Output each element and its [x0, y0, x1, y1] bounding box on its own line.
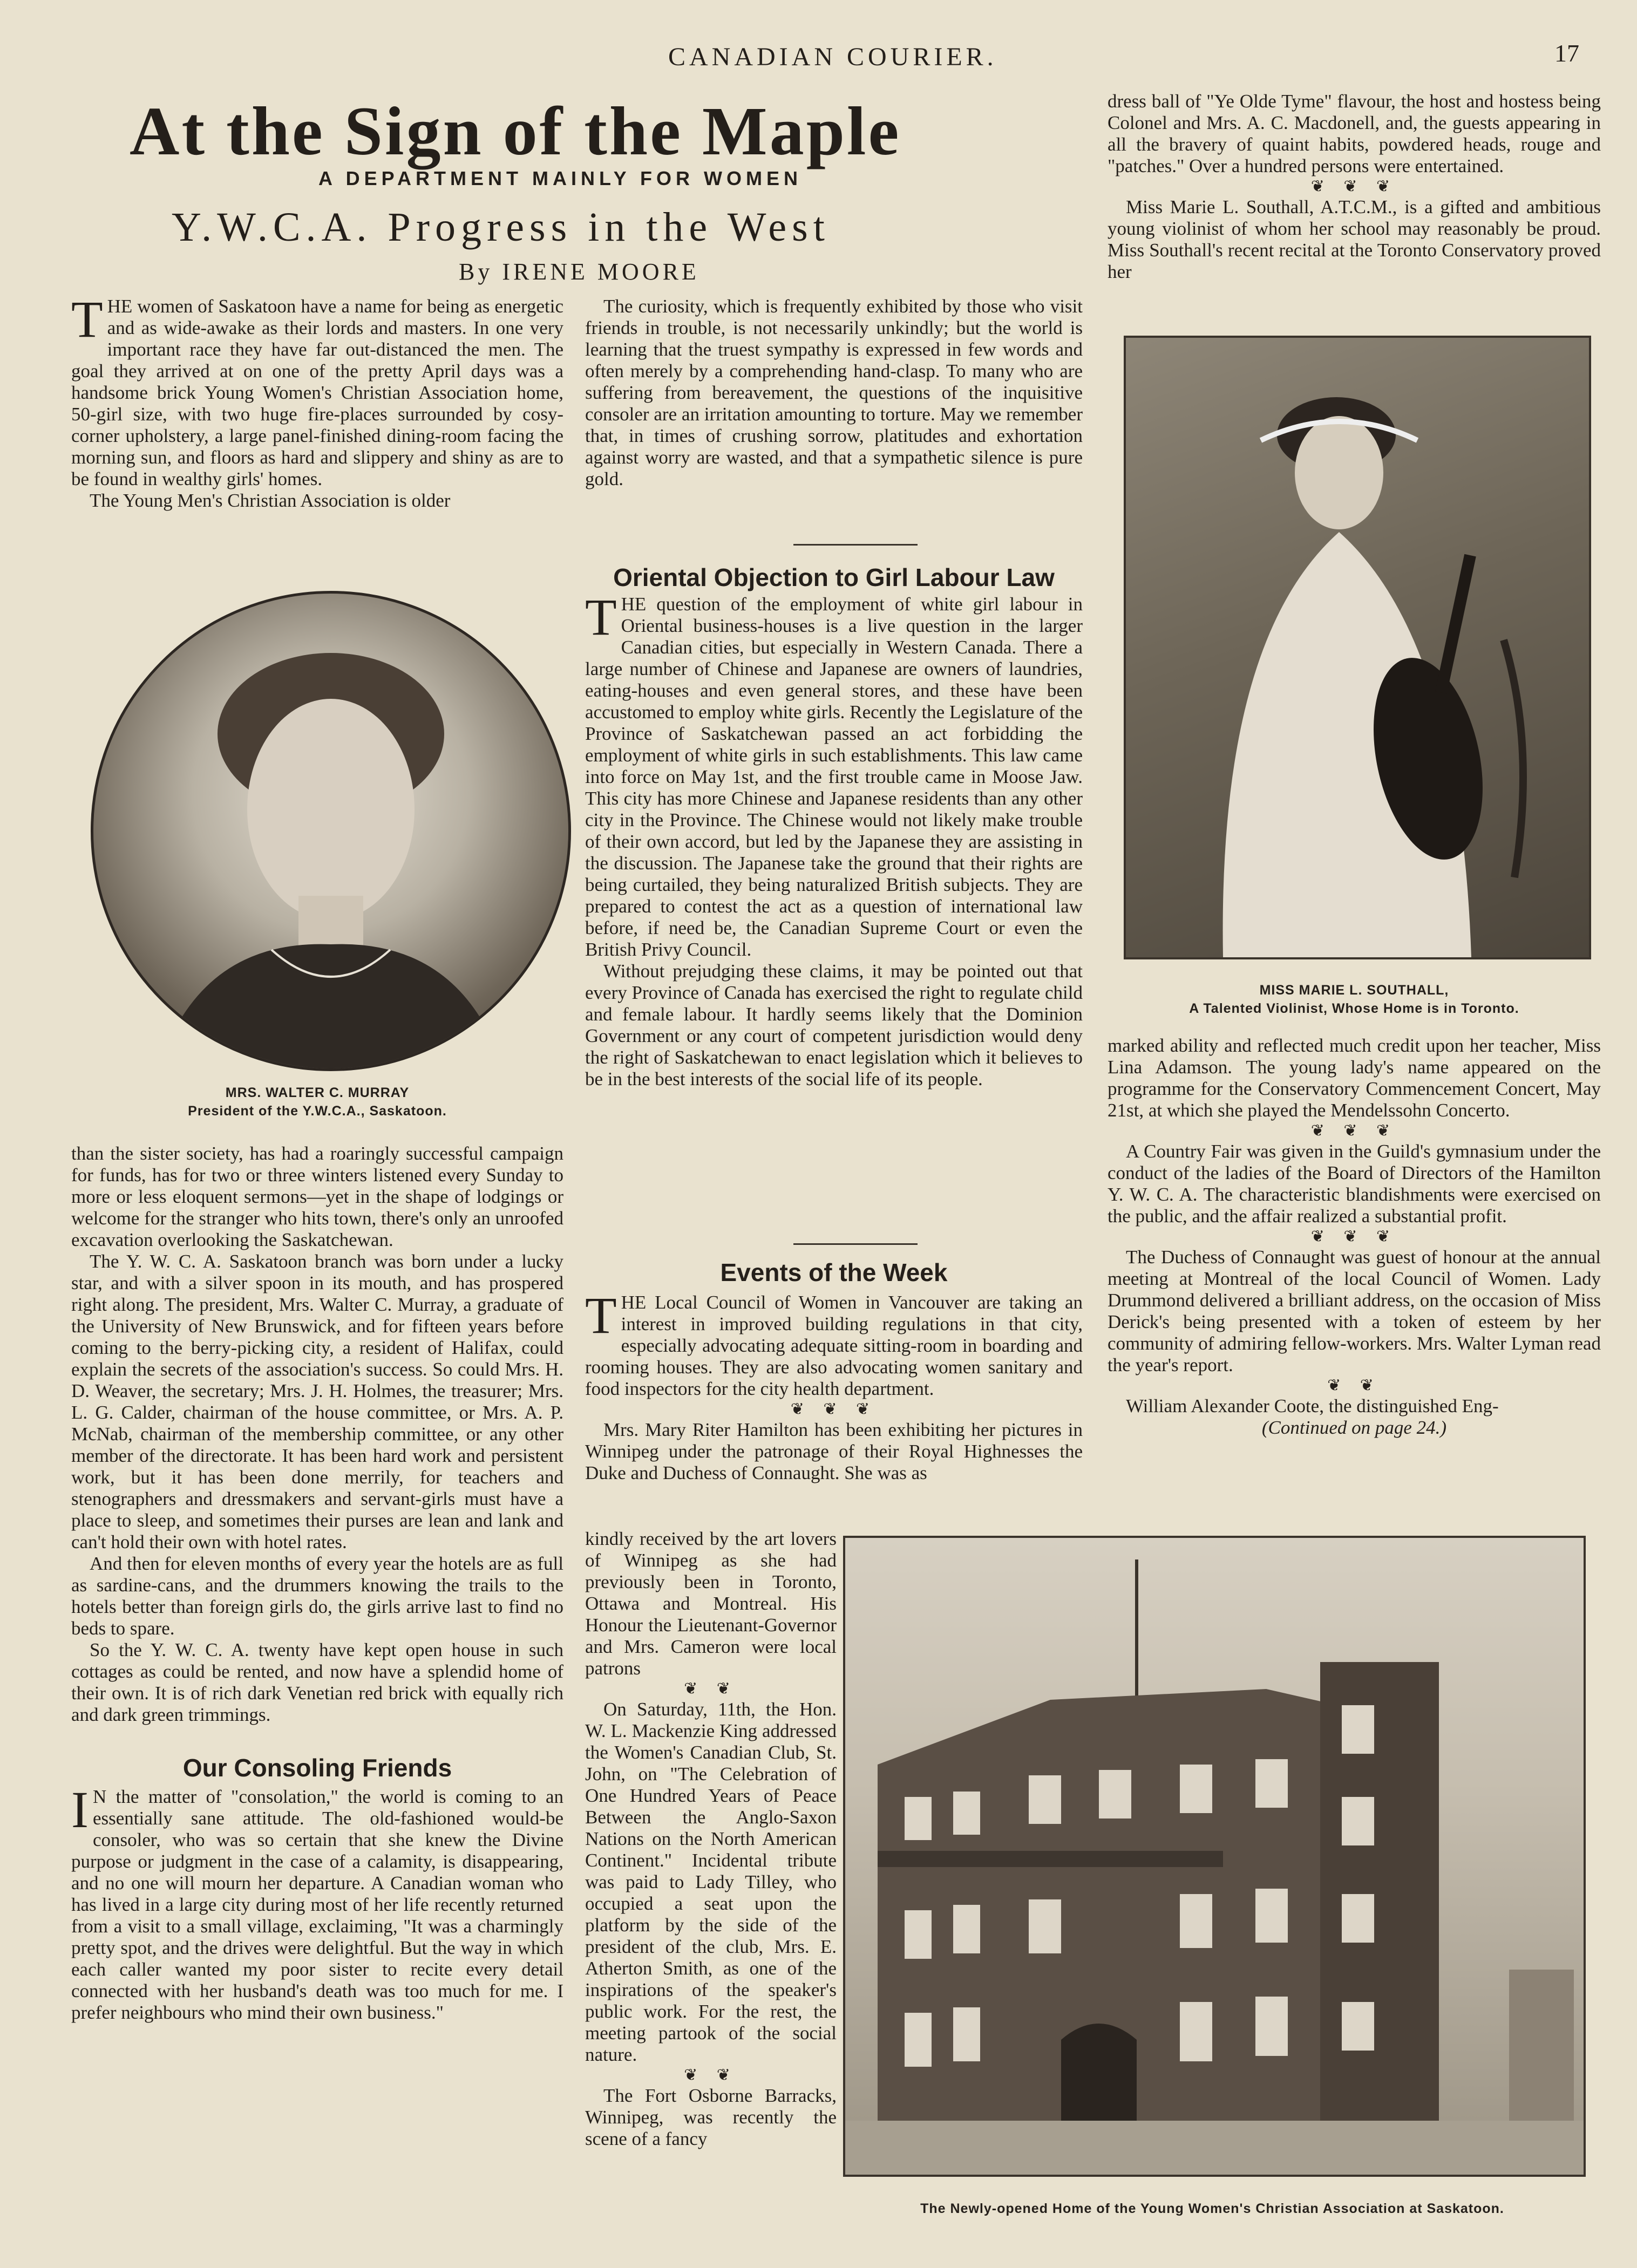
- page-number: 17: [1554, 39, 1579, 67]
- paragraph: THE women of Saskatoon have a name for being as energetic and as wide-awake as their lords and masters. In one very important race they have far out-distanced the men. The goal they arrived at on one of the pretty April days was a handsome brick Young Women's Christian Association home, 50-girl size, with two huge fire-places surrounded by cosy-corner upholstery, a large panel-finished dining-room facing the morning sun, and floors as hard and slippery and shiny as are to be found in wealthy girls' homes.: [71, 290, 563, 489]
- drop-cap: I: [71, 1781, 89, 1838]
- drop-cap: T: [585, 588, 617, 646]
- running-header: CANADIAN COURIER.: [668, 43, 997, 71]
- article-title: Y.W.C.A. Progress in the West: [172, 205, 830, 250]
- portrait-caption: [71, 1084, 563, 1120]
- column-2-events: [585, 1258, 1083, 1484]
- department-title: At the Sign of the Maple: [130, 93, 901, 169]
- byline-prefix: By: [459, 258, 493, 285]
- paragraph: THE question of the employment of white girl labour in Oriental business-houses is a live question in the larger Canadian cities, but especially in Western Canada. There a large number of Chinese and Japanese are owners of laundries, eating-houses and even general stores, and these have been accustomed to employ white girls. Recently the Legislature of the Province of Saskatchewan passed an act forbidding the employment of white girls in such establishments. This law came into force on May 1st, and the first trouble came in Moose Jaw. This city has more Chinese and Japanese residents than any other city in the Province. The Chinese would not likely make trouble of their own accord, but led by the Japanese they are assisting in the discussion. The Japanese take the ground that their rights are being curtailed, they being naturalized British subjects. They are prepared to contest the act as a question of international law before, if need be, the Canadian Supreme Court or even the British Privy Council.: [585, 588, 1083, 960]
- drop-cap: T: [585, 1286, 617, 1344]
- paragraph: On Saturday, 11th, the Hon. W. L. Mackenzie King addressed the Women's Canadian Club, St. John, on "The Celebration of One Hundred Years of Peace Between the Anglo-Saxon Nations on the North American Continent." Incidental tribute was paid to Lady Tilley, who occupied a seat upon the platform by the side of the president of the club, Mrs. E. Atherton Smith, as one of the inspirations of the speaker's public work. For the rest, the meeting partook of the social nature.: [585, 1699, 837, 2065]
- portrait-figure: [93, 594, 568, 1068]
- portrait-caption-title: President of the Y.W.C.A., Saskatoon.: [188, 1104, 447, 1119]
- section-ornament: ❦ ❦ ❦: [1310, 1122, 1398, 1140]
- section-heading-oriental: Oriental Objection to Girl Labour Law: [613, 563, 1055, 591]
- section-rule: [793, 544, 918, 546]
- paragraph: And then for eleven months of every year the hotels are as full as sardine-cans, and the drummers knowing the trails to the hotels better than foreign girls do, the girls arrive last to find no beds to spare.: [71, 1553, 563, 1639]
- photo-violinist: [1124, 336, 1591, 959]
- column-2-top: [585, 296, 1083, 490]
- paragraph: William Alexander Coote, the distinguished Eng-: [1126, 1395, 1499, 1416]
- paragraph: The Y. W. C. A. Saskatoon branch was born under a lucky star, and with a silver spoon in its mouth, and has prospered right along. The president, Mrs. Walter C. Murray, a graduate of the University of New Brunswick, and for fifteen years before coming to the berry-picking city, a resident of Halifax, could explain the secrets of the association's success. So could Mrs. H. D. Weaver, the secretary; Mrs. J. H. Holmes, the treasurer; Mrs. L. G. Calder, chairman of the house committee, or Mrs. A. P. McNab, chairman of the membership committee, or any other member of the directorate. It has been hard work and persistent work, but it has been done merrily, for teachers and stenographers and dressmakers and servant-girls must have a place to sleep, and sometimes their purses are lean and lank and can't hold their own with hotel rates.: [71, 1251, 563, 1552]
- column-1-bottom: [71, 1143, 563, 2024]
- photo-ywca-building: [843, 1536, 1586, 2177]
- violinist-caption-name: MISS MARIE L. SOUTHALL,: [1259, 983, 1449, 998]
- column-3-bottom: [1108, 1035, 1601, 1439]
- continued-note: (Continued on page 24.): [1261, 1417, 1447, 1438]
- paragraph: than the sister society, has had a roaringly successful campaign for funds, has for two or three winters listened every Sunday to more or less eloquent sermons—yet in the shape of lodgings or welcome for the stranger who hits town, there's only an unroofed excavation overlooking the Saskatchewan.: [71, 1143, 563, 1250]
- column-2-middle: [585, 563, 1083, 1090]
- violinist-figure: [1126, 338, 1589, 957]
- paragraph: The Fort Osborne Barracks, Winnipeg, was recently the scene of a fancy: [585, 2085, 837, 2149]
- department-tagline: A DEPARTMENT MAINLY FOR WOMEN: [318, 167, 802, 189]
- paragraph: The Duchess of Connaught was guest of honour at the annual meeting at Montreal of the local Council of Women. Lady Drummond delivered a brilliant address, on the occasion of Miss Derick's being presented with a token of esteem by her community of admiring fellow-workers. Mrs. Walter Lyman read the year's report.: [1108, 1247, 1601, 1375]
- section-ornament: ❦ ❦ ❦: [790, 1400, 878, 1418]
- building-figure: [845, 1538, 1584, 2175]
- column-3-top: [1108, 91, 1601, 283]
- paragraph: Miss Marie L. Southall, A.T.C.M., is a gifted and ambitious young violinist of whom her school may reasonably be proud. Miss Southall's recent recital at the Toronto Conservatory proved her: [1108, 196, 1601, 282]
- byline-author: IRENE MOORE: [502, 258, 699, 285]
- section-ornament: ❦ ❦: [684, 1680, 738, 1698]
- column-2-narrow: [585, 1528, 837, 2150]
- portrait-caption-name: MRS. WALTER C. MURRAY: [225, 1085, 410, 1100]
- section-rule: [793, 1243, 918, 1245]
- drop-cap: T: [71, 290, 103, 348]
- paragraph: Without prejudging these claims, it may be pointed out that every Province of Canada has exercised the right to regulate child and female labour. It hardly seems likely that the Dominion Government or any court of competent jurisdiction would deny the right of Saskatchewan to enact legislation which it believes to be in the best interests of the social life of its people.: [585, 961, 1083, 1089]
- paragraph: THE Local Council of Women in Vancouver are taking an interest in improved building regulations in that city, especially advocating adequate sitting-room in boarding and rooming houses. They are also advocating women sanitary and food inspectors for the city health department.: [585, 1286, 1083, 1399]
- section-heading-events: Events of the Week: [720, 1258, 948, 1286]
- paragraph: marked ability and reflected much credit upon her teacher, Miss Lina Adamson. The young lady's name appeared on the programme for the Conservatory Commencement Concert, May 21st, at which she played the Mendelssohn Concerto.: [1108, 1035, 1601, 1121]
- building-caption: The Newly-opened Home of the Young Women's Christian Association at Saskatoon.: [920, 2201, 1504, 2216]
- photo-violinist-caption: [1108, 981, 1601, 1018]
- section-ornament: ❦ ❦: [684, 2066, 738, 2084]
- section-heading-consoling: Our Consoling Friends: [182, 1754, 452, 1782]
- paragraph: A Country Fair was given in the Guild's gymnasium under the conduct of the ladies of the Board of Directors of the Hamilton Y. W. C. A. The characteristic blandishments were exercised on the public, and the affair realized a substantial profit.: [1108, 1141, 1601, 1227]
- paragraph: kindly received by the art lovers of Winnipeg as she had previously been in Toronto, Ottawa and Montreal. His Honour the Lieutenant-Governor and Mrs. Cameron were local patrons: [585, 1528, 837, 1679]
- portrait-murray: [91, 591, 571, 1071]
- section-ornament: ❦ ❦ ❦: [1310, 178, 1398, 195]
- paragraph: dress ball of "Ye Olde Tyme" flavour, the host and hostess being Colonel and Mrs. A. C. Macdonell, and, the guests appearing in all the bravery of quaint habits, powdered heads, rouge and "patches." Over a hundred persons were entertained.: [1108, 91, 1601, 176]
- paragraph: So the Y. W. C. A. twenty have kept open house in such cottages as could be rented, and now have a splendid home of their own. It is of rich dark Venetian red brick with equally rich and dark green trimmings.: [71, 1639, 563, 1725]
- paragraph: The Young Men's Christian Association is older: [90, 490, 451, 511]
- column-1-top: [71, 290, 563, 512]
- paragraph: Mrs. Mary Riter Hamilton has been exhibiting her pictures in Winnipeg under the patronage of their Royal Highnesses the Duke and Duchess of Connaught. She was as: [585, 1419, 1083, 1483]
- paragraph: The curiosity, which is frequently exhibited by those who visit friends in trouble, is not necessarily unkindly; but the world is learning that the truest sympathy is expressed in few words and often merely by a comprehending hand-clasp. To many who are suffering from bereavement, the questions of the inquisitive consoler are an irritation amounting to torture. May we remember that, in times of crushing sorrow, platitudes and exhortation against worry are wasted, and that a sympathetic silence is pure gold.: [585, 296, 1083, 489]
- section-ornament: ❦ ❦: [1327, 1377, 1381, 1394]
- byline: [459, 258, 699, 285]
- violinist-caption-title: A Talented Violinist, Whose Home is in Toronto.: [1189, 1001, 1519, 1016]
- paragraph: I N the matter of "consolation," the world is coming to an essentially sane attitude. The old-fashioned would-be consoler, who was so certain that she knew the Divine purpose or judgment in the case of a calamity, is disappearing, and no one will mourn her departure. A Canadian woman who has lived in a large city during most of her life recently returned from a visit to a small village, exclaiming, "It was a charmingly pretty spot, and the drives were delightful. But the way in which each caller wanted my poor sister to recite every detail connected with her husband's death was too much for me. I prefer neighbours who mind their own business.": [71, 1781, 563, 2023]
- section-ornament: ❦ ❦ ❦: [1310, 1228, 1398, 1245]
